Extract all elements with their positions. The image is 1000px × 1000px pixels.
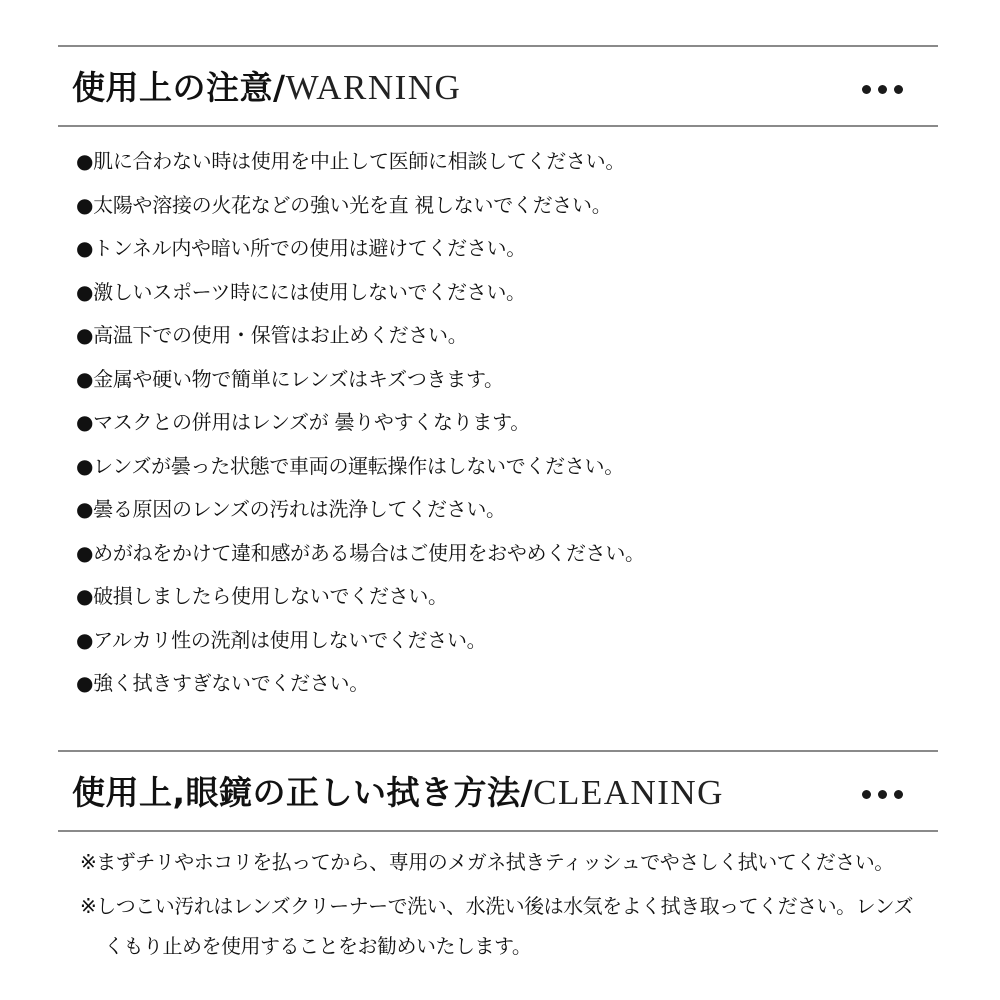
list-item: ●強く拭きすぎないでください。 [76, 671, 369, 695]
top-divider [58, 45, 938, 47]
list-item: ●マスクとの併用はレンズが 曇りやすくなります。 [76, 410, 530, 434]
warning-heading-divider [58, 125, 938, 127]
list-item: ●トンネル内や暗い所での使用は避けてください。 [76, 236, 526, 260]
cleaning-title-en: CLEANING [533, 773, 724, 812]
list-item: ●金属や硬い物で簡単にレンズはキズつきます。 [76, 366, 504, 391]
list-item [80, 886, 960, 966]
cleaning-heading [72, 765, 724, 821]
warning-title-en: WARNING [285, 68, 462, 107]
cleaning-item-continuation: くもり止めを使用することをお勧めいたします。 [104, 934, 532, 958]
list-item: ●激しいスポーツ時にには使用しないでください。 [76, 279, 526, 304]
cleaning-list [80, 842, 960, 970]
list-item [80, 842, 960, 882]
cleaning-top-divider [58, 750, 938, 752]
list-item: ●アルカリ性の洗剤は使用しないでください。 [76, 627, 487, 652]
cleaning-heading-divider [58, 830, 938, 832]
list-item: ●曇る原因のレンズの汚れは洗浄してください。 [76, 497, 506, 521]
list-item: ●めがねをかけて違和感がある場合はご使用をおやめください。 [76, 540, 645, 565]
list-item: ●高温下での使用・保管はお止めください。 [76, 323, 468, 347]
list-item: ●太陽や溶接の火花などの強い光を直 視しないでください。 [76, 192, 612, 217]
cleaning-more-icon[interactable] [862, 790, 903, 799]
warning-more-icon[interactable] [862, 85, 903, 94]
list-item: ●破損しましたら使用しないでください。 [76, 584, 448, 608]
cleaning-item-text: ※しつこい汚れはレンズクリーナーで洗い、水洗い後は水気をよく拭き取ってください。レンズ [80, 894, 914, 918]
warning-heading [72, 60, 461, 116]
warning-list [76, 140, 645, 706]
list-item: ●レンズが曇った状態で車両の運転操作はしないでください。 [76, 453, 624, 478]
cleaning-title-jp: 使用上,眼鏡の正しい拭き方法/ [72, 773, 534, 812]
list-item: ●肌に合わない時は使用を中止して医師に相談してください。 [76, 149, 626, 173]
cleaning-item-text: ※まずチリやホコリを払ってから、専用のメガネ拭きティッシュでやさしく拭いてください。 [80, 850, 894, 874]
warning-title-jp: 使用上の注意/ [72, 68, 286, 107]
